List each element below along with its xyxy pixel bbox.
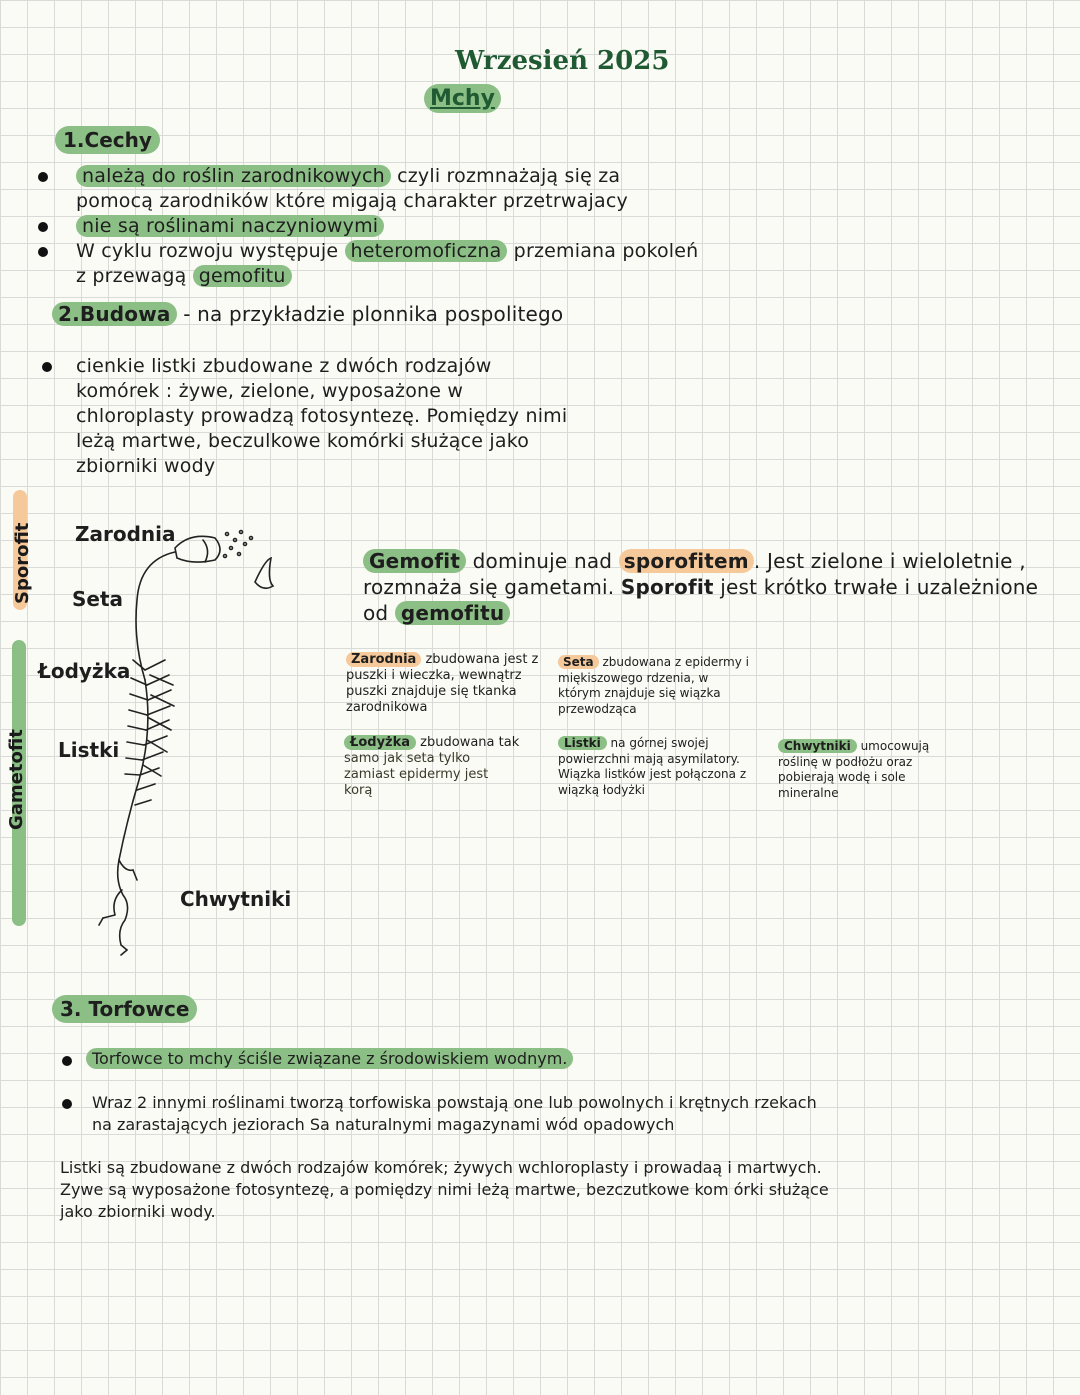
section3-bullet-2: Wraz 2 innymi roślinami tworzą torfowiska powstają one lub powolnych i krętnych rzekach na zarastających jeziorach Sa naturalnymi magazynami wód opadowych xyxy=(92,1093,817,1134)
section3-paragraph: Listki są zbudowane z dwóch rodzajów komórek; żywych wchloroplasty i prowadaą i martwych. Zywe są wyposażone fotosyntezę, a pomiędzy nimi leżą martwe, bezczutkowe kom órki służące jako zbiorniki wody. xyxy=(60,1158,829,1221)
label-listki: Listki xyxy=(58,738,120,762)
section3-bullet-1: Torfowce to mchy ściśle związane z środowiskiem wodnym. xyxy=(86,1049,573,1068)
label-zarodnia: Zarodnia xyxy=(75,522,176,546)
section3-heading: 3. Torfowce xyxy=(52,997,197,1021)
note-listki: Listki na górnej swojej powierzchni mają asymilatory. Wiązka listków jest połączona z wiązką łodyżki xyxy=(558,736,747,797)
section2-bullet: cienkie listki zbudowane z dwóch rodzajów komórek : żywe, zielone, wyposażone w chloroplasty prowadzą fotosyntezę. Pomiędzy nimi leżą martwe, beczulkowe komórki służące jako zbiorniki wody xyxy=(76,355,568,477)
page-topic: Mchy xyxy=(424,86,501,111)
capsule-shape xyxy=(175,536,220,562)
note-zarodnia: Zarodnia zbudowana jest z puszki i wieczka, wewnątrz puszki znajduje się tkanka zarodnikowa xyxy=(346,652,539,715)
label-seta: Seta xyxy=(72,587,124,611)
note-lodyzka: Łodyżka zbudowana tak samo jak seta tylko zamiast epidermy jest korą xyxy=(344,735,520,798)
moss-illustration xyxy=(95,520,285,960)
section1-bullet-1: należą do roślin zarodnikowych czyli rozmnażają się za pomocą zarodników które migają charakter przetrwajacy xyxy=(76,165,628,212)
bullet-dot xyxy=(38,222,48,232)
lid-shape xyxy=(255,558,273,588)
section1-heading: 1.Cechy xyxy=(55,128,160,152)
summary-text: Gemofit dominuje nad sporofitem . Jest zielone i wieloletnie , rozmnaża się gametami. Sporofit jest krótko trwałe i uzależnione od gemofitu xyxy=(363,549,1039,625)
bullet-dot xyxy=(42,362,52,372)
section1-bullet-2: nie są roślinami naczyniowymi xyxy=(76,214,384,239)
page-date: Wrzesień 2025 xyxy=(455,46,670,76)
gametofit-label: Gametofit xyxy=(6,729,27,830)
section1-bullet-3: W cyklu rozwoju występuje heteromoficzna przemiana pokoleń z przewagą gemofitu xyxy=(76,240,699,287)
bullet-dot xyxy=(38,172,48,182)
sporofit-label: Sporofit xyxy=(12,522,33,604)
note-seta: Seta zbudowana z epidermy i miękiszowego rdzenia, w którym znajduje się wiązka przewodząca xyxy=(558,655,749,716)
section2-heading: 2.Budowa - na przykładzie plonnika pospolitego xyxy=(52,302,563,327)
bullet-dot xyxy=(38,247,48,257)
label-lodyzka: Łodyżka xyxy=(38,659,131,683)
bullet-dot xyxy=(62,1099,72,1109)
label-chwytniki: Chwytniki xyxy=(180,887,292,911)
note-chwytniki: Chwytniki umocowują roślinę w podłożu oraz pobierają wodę i sole mineralne xyxy=(778,739,930,800)
bullet-dot xyxy=(62,1056,72,1066)
rhizoids xyxy=(103,860,133,950)
